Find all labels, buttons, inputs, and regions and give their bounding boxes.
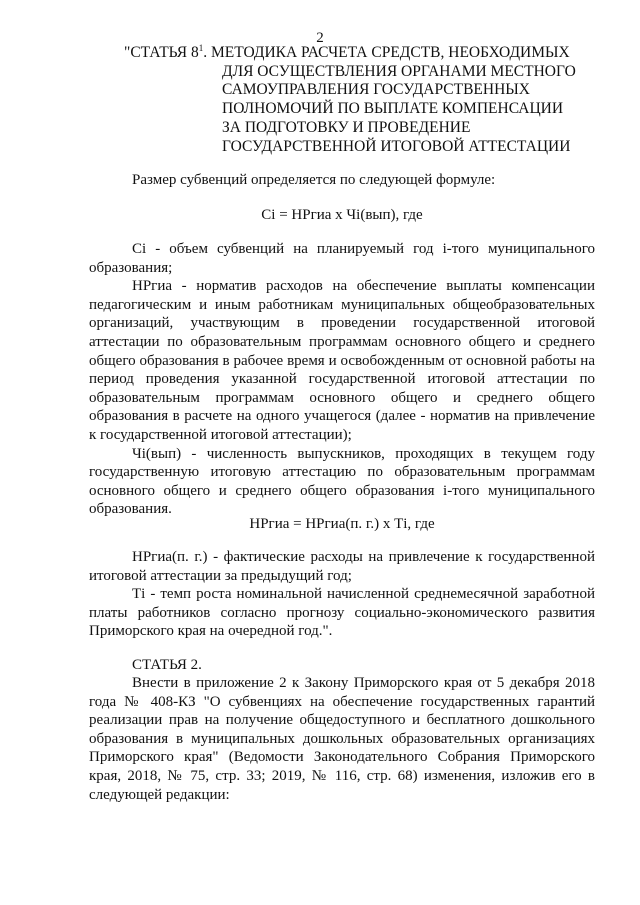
article-2-body <box>89 674 595 804</box>
formula-2: НРгиа = НРгиа(п. г.) x Тi, где <box>249 516 435 532</box>
formula-intro: Размер субвенций определяется по следующей формуле: <box>132 172 496 188</box>
article-2-heading: СТАТЬЯ 2. <box>132 657 202 673</box>
article-title-text: . МЕТОДИКА РАСЧЕТА СРЕДСТВ, НЕОБХОДИМЫХ ДЛЯ ОСУЩЕСТВЛЕНИЯ ОРГАНАМИ МЕСТНОГО САМОУПРАВЛЕНИЯ ГОСУДАРСТВЕННЫХ ПОЛНОМОЧИЙ ПО ВЫПЛАТЕ КОМПЕНСАЦИИ ЗА ПОДГОТОВКУ И ПРОВЕДЕНИЕ ГОСУДАРСТВЕННОЙ ИТОГОВОЙ АТТЕСТАЦИИ <box>203 44 576 155</box>
definition-ti: Тi - темп роста номинальной начисленной среднемесячной заработной платы работников согласно прогнозу социально-экономического развития Приморского края на очередной год.". <box>89 586 595 640</box>
page-number: 2 <box>316 30 324 46</box>
formula-intro-block <box>89 171 595 190</box>
definitions-block-1 <box>89 240 595 519</box>
formula-1: Ci = НРгиа x Чi(вып), где <box>261 207 423 223</box>
article-8-1-title-line <box>124 44 584 156</box>
article-title-superscript: 1 <box>198 42 204 53</box>
formula-1-block <box>89 206 595 225</box>
definitions-block-2 <box>89 548 595 641</box>
definition-nrgia: НРгиа - норматив расходов на обеспечение выплаты компенсации педагогическим и иным работникам муниципальных общеобразовательных организаций, участвующим в проведении государственной итоговой аттестации по образовательным программам основного общего и среднего общего образования в рабочее время и освобожденным от основной работы на период проведения указанной государственной итоговой аттестации по образовательным программам основного общего и среднего общего образования в расчете на одного учащегося (далее - норматив на привлечение к государственной итоговой аттестации); <box>89 278 595 443</box>
article-title-prefix: "СТАТЬЯ 8 <box>124 44 199 61</box>
formula-2-block <box>89 515 595 534</box>
definition-nrgia-pg: НРгиа(п. г.) - фактические расходы на привлечение к государственной итоговой аттестации за предыдущий год; <box>89 549 595 584</box>
definition-ci: Ci - объем субвенций на планируемый год i-того муниципального образования; <box>89 241 595 276</box>
article-8-1-title <box>124 44 584 156</box>
definition-chi: Чi(вып) - численность выпускников, проходящих в текущем году государственную итоговую аттестацию по образовательным программам основного общего и среднего общего образования i-того муниципального образования. <box>89 445 595 518</box>
article-2-text: Внести в приложение 2 к Закону Приморского края от 5 декабря 2018 года № 408-КЗ "О субвенциях на обеспечение государственных гарантий реализации прав на получение общедоступного и бесплатного дошкольного образования в муниципальных дошкольных образовательных организациях Приморского края" (Ведомости Законодательного Собрания Приморского края, 2018, № 75, стр. 33; 2019, № 116, стр. 68) изменения, изложив его в следующей редакции: <box>89 675 595 803</box>
article-2-heading-block <box>89 656 595 675</box>
